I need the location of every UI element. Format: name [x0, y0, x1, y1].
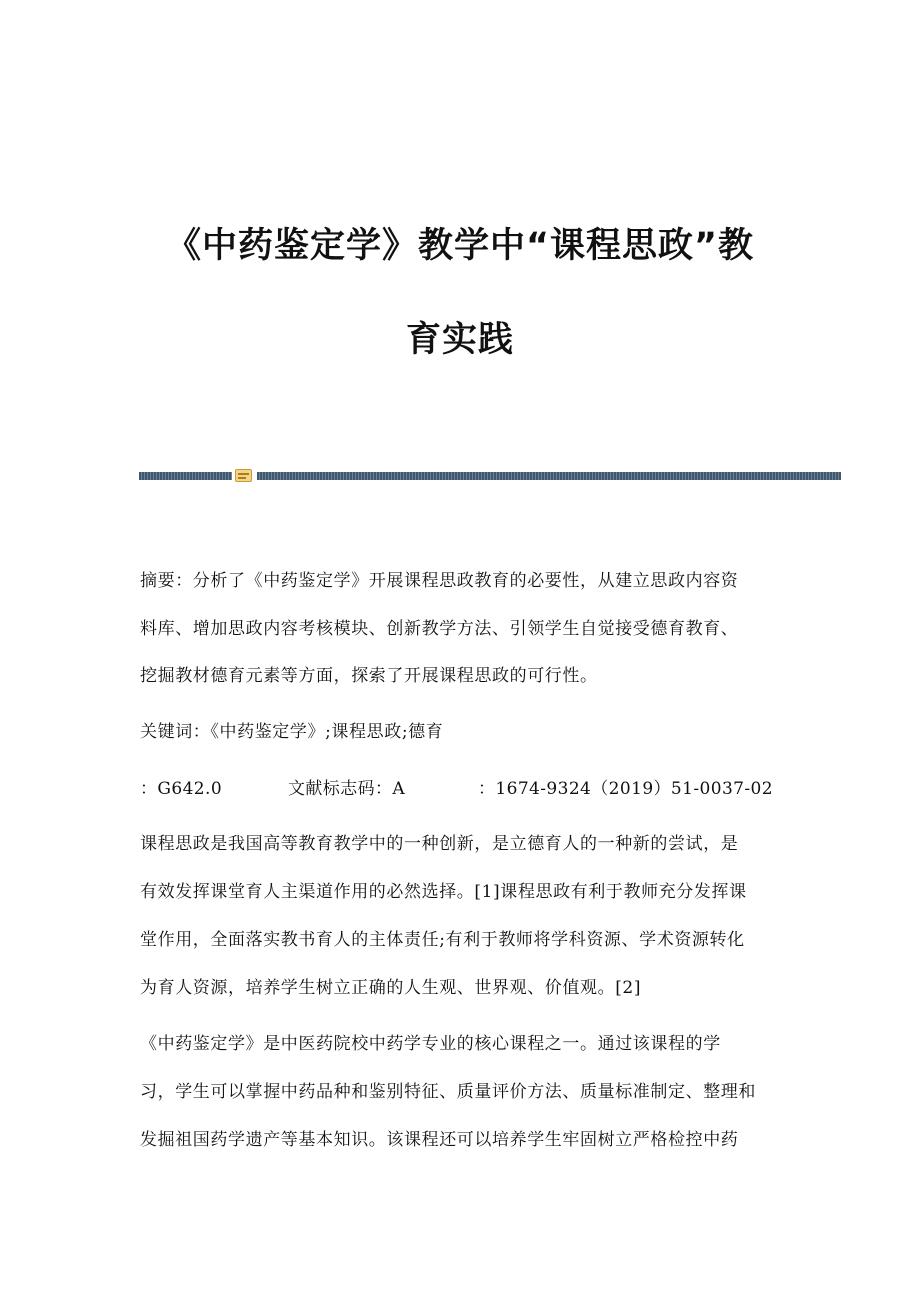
page-title-line-1: 《中药鉴定学》教学中“课程思政”教 — [165, 226, 754, 266]
body-paragraph-1-line: 课程思政是我国高等教育教学中的一种创新，是立德育人的一种新的尝试，是 — [140, 834, 739, 854]
abstract-line: 挖掘教材德育元素等方面，探索了开展课程思政的可行性。 — [140, 666, 598, 686]
classification-number: ：G642.0 — [140, 779, 223, 799]
body-paragraph-1-line: 为育人资源，培养学生树立正确的人生观、世界观、价值观。[2] — [140, 978, 642, 998]
divider-ornament-icon — [235, 469, 252, 482]
body-paragraph-1-line: 堂作用，全面落实教书育人的主体责任;有利于教师将学科资源、学术资源转化 — [140, 930, 745, 950]
article-number: ：1674-9324（2019）51-0037-02 — [478, 779, 773, 799]
body-paragraph-2-line: 发掘祖国药学遗产等基本知识。该课程还可以培养学生牢固树立严格检控中药 — [140, 1130, 739, 1150]
body-paragraph-2-line: 习，学生可以掌握中药品种和鉴别特征、质量评价方法、质量标准制定、整理和 — [140, 1082, 756, 1102]
document-code: 文献标志码：A — [288, 779, 406, 799]
abstract-line: 摘要：分析了《中药鉴定学》开展课程思政教育的必要性，从建立思政内容资 — [140, 571, 739, 591]
keywords-line: 关键词：《中药鉴定学》;课程思政;德育 — [140, 722, 444, 742]
title-divider-left — [139, 472, 232, 480]
title-divider-right — [257, 472, 841, 480]
abstract-line: 料库、增加思政内容考核模块、创新教学方法、引领学生自觉接受德育教育、 — [140, 619, 739, 639]
body-paragraph-1-line: 有效发挥课堂育人主渠道作用的必然选择。[1]课程思政有利于教师充分发挥课 — [140, 882, 747, 902]
page-title-line-2: 育实践 — [405, 320, 514, 360]
body-paragraph-2-line: 《中药鉴定学》是中医药院校中药学专业的核心课程之一。通过该课程的学 — [140, 1034, 721, 1054]
